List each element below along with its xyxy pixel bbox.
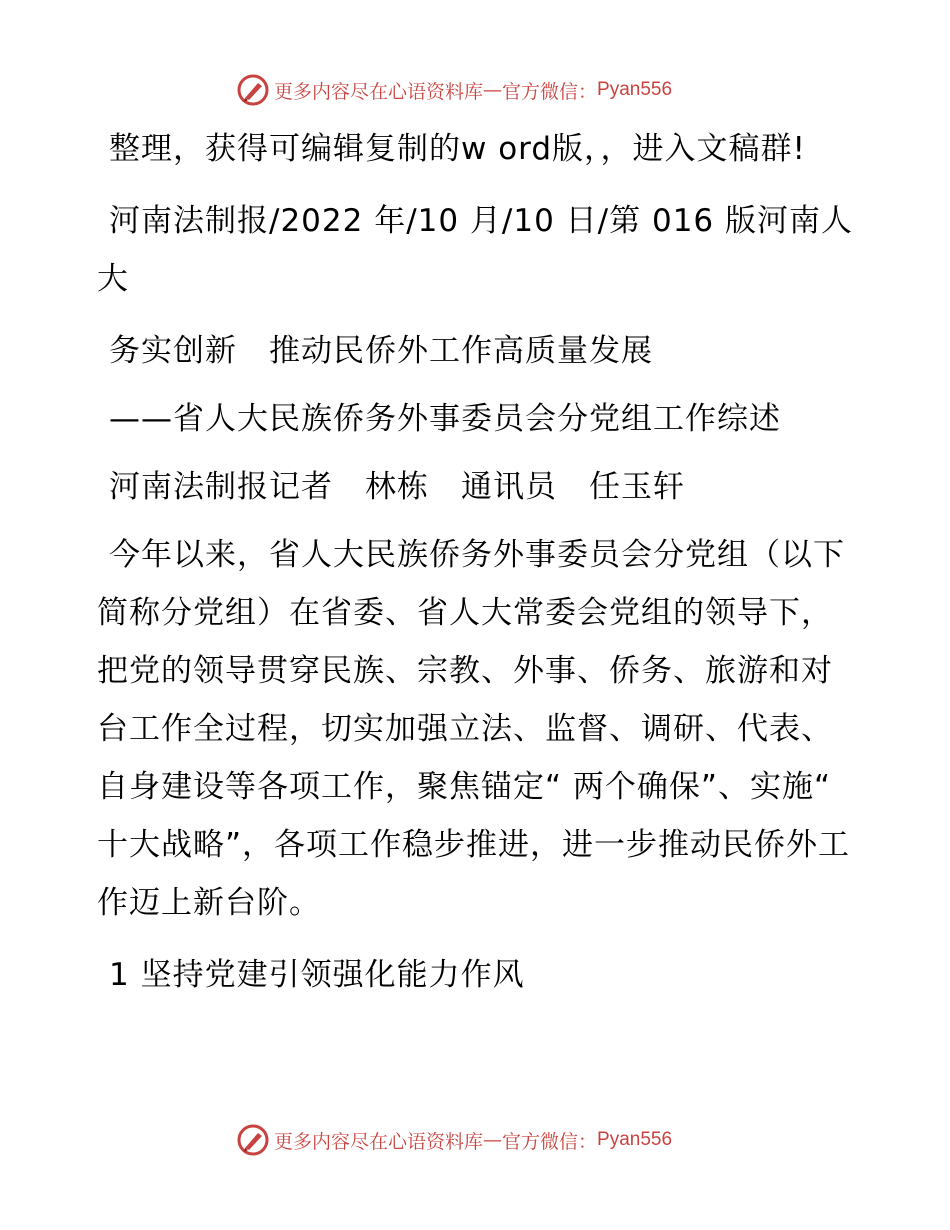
section-heading: 1 坚持党建引领强化能力作风 <box>109 957 525 993</box>
watermark-label: 官方微信： <box>502 1130 598 1153</box>
watermark-text: 更多内容尽在心语资料库 <box>274 1130 484 1153</box>
footer-watermark <box>236 1123 672 1157</box>
source-line: 河南法制报/2022 年/10 月/10 日/第 016 版河南人大 <box>97 203 854 297</box>
byline: 河南法制报记者 林栋 通讯员 任玉轩 <box>109 469 685 505</box>
watermark-separator: — <box>483 1129 503 1151</box>
header-watermark <box>236 73 672 107</box>
article-title: 务实创新 推动民侨外工作高质量发展 <box>109 333 653 369</box>
document-body <box>97 120 857 1018</box>
watermark-label: 官方微信： <box>502 80 598 103</box>
watermark-id: Pyan556 <box>597 1129 673 1150</box>
watermark-separator: — <box>483 79 503 101</box>
watermark-id: Pyan556 <box>597 79 673 100</box>
watermark-text: 更多内容尽在心语资料库 <box>274 80 484 103</box>
body-paragraph: 今年以来，省人大民族侨务外事委员会分党组（以下简称分党组）在省委、省人大常委会党组的领导下，把党的领导贯穿民族、宗教、外事、侨务、旅游和对台工作全过程，切实加强立法、监督、调研、代表、自身建设等各项工作，聚焦锚定“ 两个确保”、实施“ 十大战略”，各项工作稳步推进，进一步推动民侨外工作迈上新台阶。 <box>97 537 851 921</box>
pen-logo-icon <box>236 1123 270 1157</box>
article-subtitle: ——省人大民族侨务外事委员会分党组工作综述 <box>109 401 781 437</box>
intro-note: 整理，获得可编辑复制的w ord版，，进入文稿群! <box>109 131 806 167</box>
pen-logo-icon <box>236 73 270 107</box>
